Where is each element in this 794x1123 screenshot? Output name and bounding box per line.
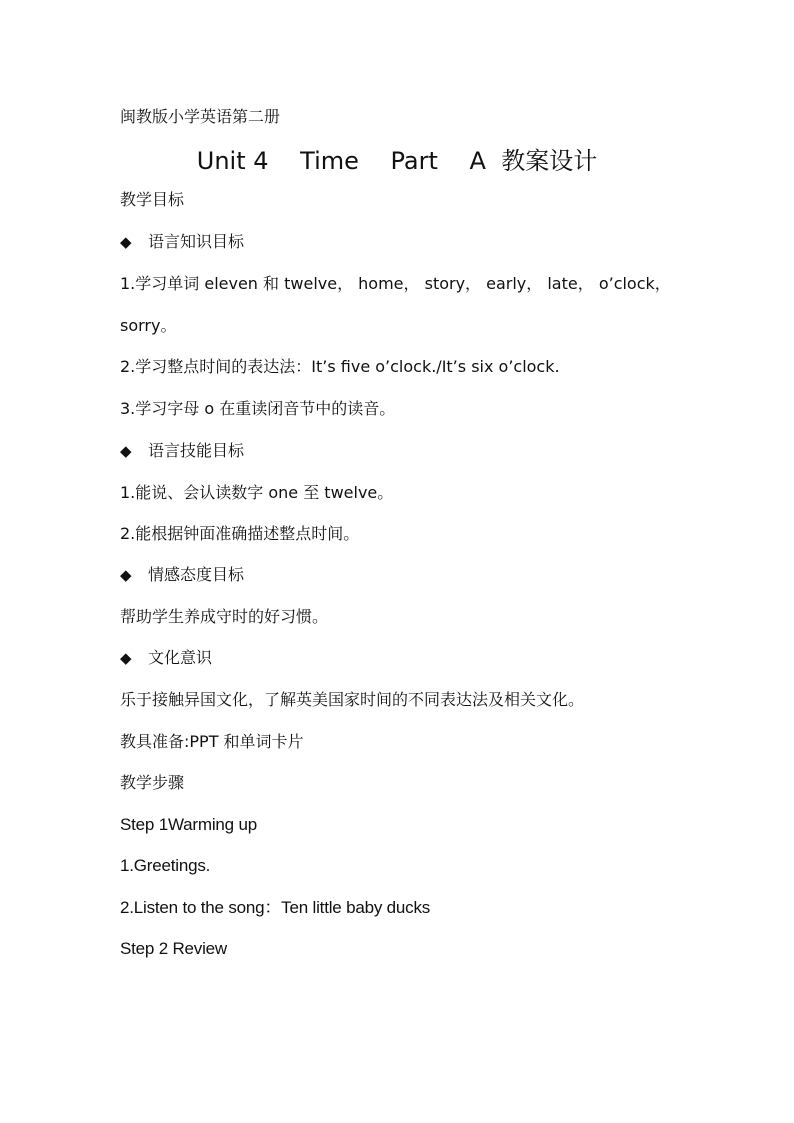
- steps-heading: 教学步骤: [120, 773, 185, 792]
- emotion-item-1: 帮助学生养成守时的好习惯。: [120, 607, 329, 626]
- section-label: 语言技能目标: [148, 441, 245, 460]
- objectives-heading: 教学目标: [120, 190, 185, 209]
- section-culture: [120, 647, 212, 669]
- step-1-item-1: 1.Greetings.: [120, 856, 211, 875]
- skills-item-2: 2.能根据钟面准确描述整点时间。: [120, 524, 360, 543]
- step-1-item-2: 2.Listen to the song：Ten little baby ducks: [120, 898, 431, 917]
- document-header: 闽教版小学英语第二册: [120, 107, 281, 126]
- step-2-title: Step 2 Review: [120, 939, 228, 958]
- diamond-bullet-icon: ◆: [120, 566, 132, 584]
- knowledge-item-2: 2.学习整点时间的表达法：It’s five o’clock./It’s six o’clock.: [120, 357, 560, 376]
- step-1-title: Step 1Warming up: [120, 815, 257, 834]
- knowledge-item-1-line-2: sorry。: [120, 316, 177, 335]
- knowledge-item-3: 3.学习字母 o 在重读闭音节中的读音。: [120, 399, 396, 418]
- document-title: Unit 4 Time Part A 教案设计: [196, 147, 598, 175]
- section-emotion: [120, 564, 244, 586]
- section-label: 文化意识: [148, 648, 213, 667]
- section-label: 情感态度目标: [148, 565, 245, 584]
- section-label: 语言知识目标: [148, 232, 245, 251]
- section-language-skills: [120, 440, 244, 462]
- knowledge-item-1-line-1: 1.学习单词 eleven 和 twelve， home， story， early， late， o’clock，: [120, 274, 671, 293]
- diamond-bullet-icon: ◆: [120, 442, 132, 460]
- teaching-aids: 教具准备:PPT 和单词卡片: [120, 732, 304, 751]
- culture-item-1: 乐于接触异国文化，了解英美国家时间的不同表达法及相关文化。: [120, 690, 585, 709]
- diamond-bullet-icon: ◆: [120, 233, 132, 251]
- skills-item-1: 1.能说、会认读数字 one 至 twelve。: [120, 483, 394, 502]
- section-language-knowledge: [120, 231, 244, 253]
- diamond-bullet-icon: ◆: [120, 649, 132, 667]
